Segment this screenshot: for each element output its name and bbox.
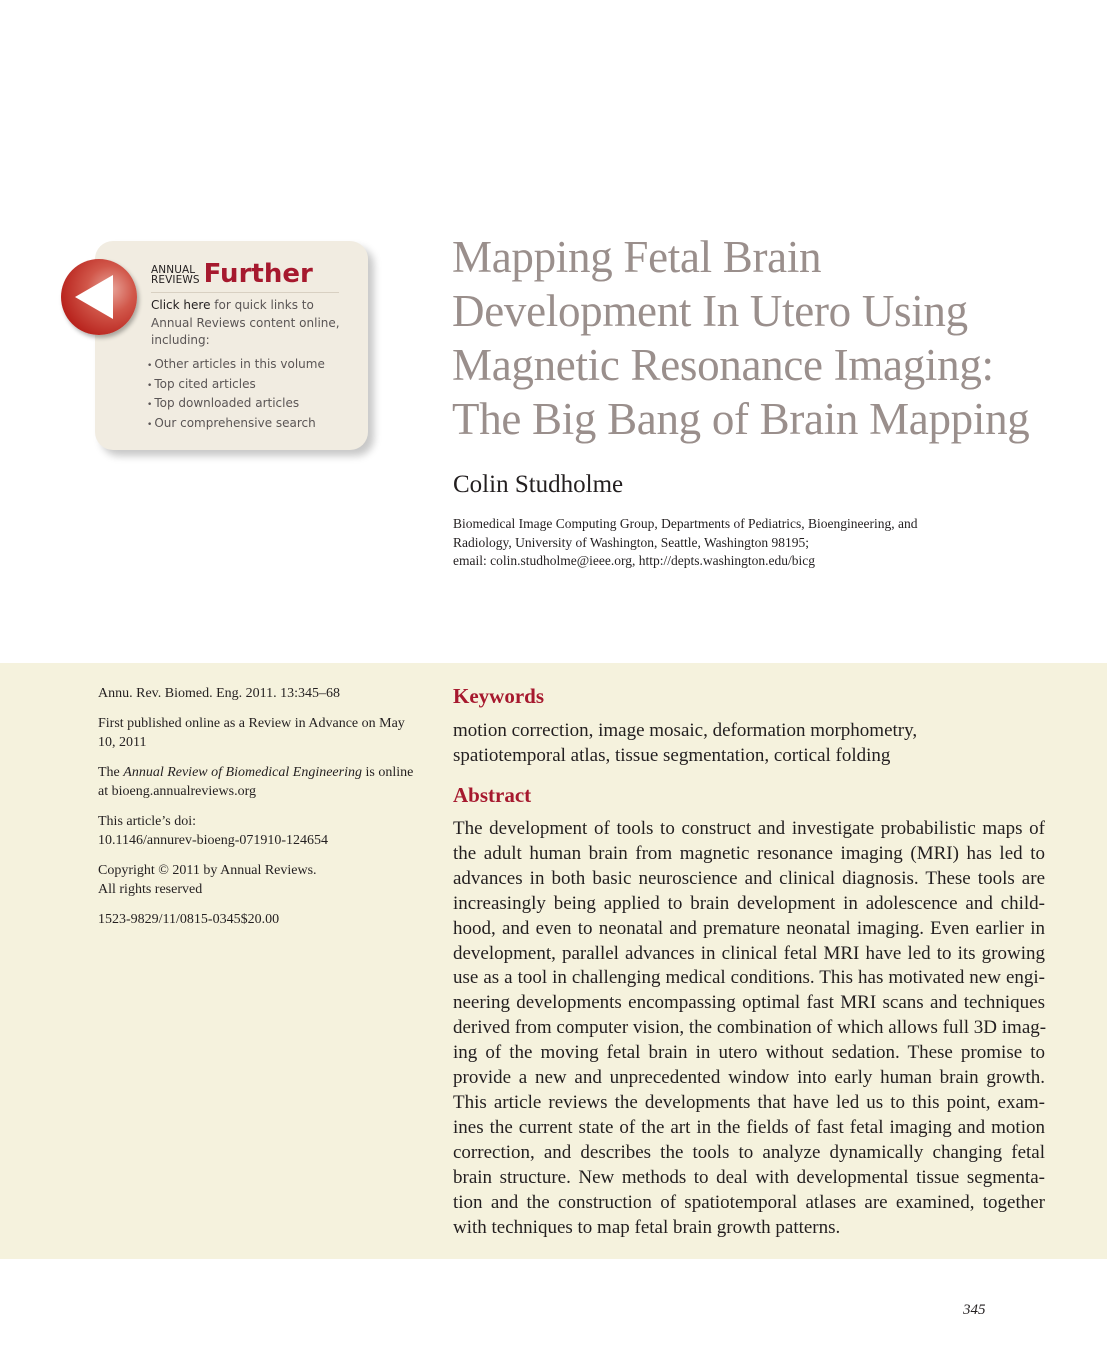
doi-block: [98, 812, 418, 850]
affiliation-line: Radiology, University of Washington, Seattle, Washington 98195;: [453, 534, 810, 550]
abstract-line: neering developments encompassing optimal fast MRI scans and techniques: [453, 992, 1045, 1014]
keywords-line: motion correction, image mosaic, deformation morphometry,: [453, 720, 918, 741]
abstract-line: tion and the construction of spatiotemporal atlases are examined, together: [453, 1191, 1045, 1213]
abstract-line: use as a tool in challenging medical conditions. This has motivated new engi-: [453, 967, 1045, 989]
journal-post: is online at bioeng.annualreviews.org: [98, 765, 414, 799]
issn: 1523-9829/11/0815-0345$20.00: [98, 912, 280, 927]
abstract-line: This article reviews the developments that have led us to this point, exam-: [453, 1091, 1045, 1113]
abstract-line: hood, and even to neonatal and premature neonatal imaging. Even earlier in: [453, 917, 1045, 939]
first-published: First published online as a Review in Advance on May 10, 2011: [98, 716, 405, 750]
keywords-list: [453, 718, 1053, 768]
abstract-text: [453, 817, 1045, 1240]
article-meta: [98, 684, 418, 940]
journal-pre: The: [98, 765, 124, 780]
brand-line-1: ANNUAL: [151, 264, 196, 276]
list-item[interactable]: • Other articles in this volume: [147, 356, 325, 376]
abstract-line: correction, and describes the tools to analyze dynamically changing fetal: [453, 1141, 1045, 1163]
abstract-line: the adult human brain from magnetic resonance imaging (MRI) has led to: [453, 842, 1045, 864]
divider: [151, 292, 339, 293]
page-number: 345: [963, 1302, 986, 1318]
further-heading: Further: [203, 259, 313, 289]
abstract-line: derived from computer vision, the combination of which allows full 3D imag-: [453, 1017, 1047, 1039]
article-title: [452, 230, 1092, 446]
list-item[interactable]: • Top cited articles: [147, 376, 325, 396]
journal-name: Annual Review of Biomedical Engineering: [123, 765, 362, 780]
author-affiliation: [453, 515, 1053, 571]
abstract-line: increasingly being applied to brain development in adolescence and child-: [453, 892, 1045, 914]
abstract-heading: Abstract: [453, 783, 532, 807]
abstract-line: brain structure. New methods to deal with developmental tissue segmenta-: [453, 1166, 1045, 1188]
play-back-arrow-icon[interactable]: [61, 259, 137, 335]
abstract-line: ines the current state of the art in the fields of fast fetal imaging and motion: [453, 1116, 1045, 1138]
doi-label: This article’s doi:: [98, 814, 196, 829]
abstract-line: advances in both basic neuroscience and clinical diagnosis. These tools are: [453, 867, 1045, 889]
abstract-line: with techniques to map fetal brain growth patterns.: [453, 1216, 841, 1238]
affiliation-line: Biomedical Image Computing Group, Departments of Pediatrics, Bioengineering, and: [453, 516, 918, 531]
list-item[interactable]: • Our comprehensive search: [147, 415, 325, 435]
abstract-line: provide a new and unprecedented window into early human brain growth.: [453, 1067, 1045, 1089]
copyright-line: Copyright © 2011 by Annual Reviews.: [98, 863, 317, 878]
affiliation-line: email: colin.studholme@ieee.org, http://depts.washington.edu/bicg: [453, 553, 815, 568]
title-line: Development In Utero Using: [452, 286, 968, 336]
copyright-line: All rights reserved: [98, 882, 203, 897]
click-here-link[interactable]: Click here: [151, 298, 211, 312]
further-link-list: [147, 356, 325, 434]
citation: Annu. Rev. Biomed. Eng. 2011. 13:345–68: [98, 686, 341, 701]
abstract-line: ing of the moving fetal brain in utero without sedation. These promise to: [453, 1042, 1045, 1064]
title-line: Mapping Fetal Brain: [452, 232, 822, 282]
abstract-line: development, parallel advances in clinical fetal MRI have led to its growing: [453, 942, 1045, 964]
journal-online: [98, 763, 418, 801]
copyright: [98, 861, 418, 899]
further-intro: [151, 297, 351, 350]
further-intro-text: for quick links to Annual Reviews content online, including:: [151, 298, 340, 347]
keywords-line: spatiotemporal atlas, tissue segmentation, cortical folding: [453, 745, 891, 766]
brand-line-2: REVIEWS: [151, 274, 200, 286]
further-header: [151, 261, 313, 287]
author-name: Colin Studholme: [453, 471, 624, 498]
list-item[interactable]: • Top downloaded articles: [147, 395, 325, 415]
annual-reviews-logo: [151, 265, 200, 287]
title-line: Magnetic Resonance Imaging:: [452, 340, 994, 390]
keywords-heading: Keywords: [453, 684, 544, 708]
doi-value[interactable]: 10.1146/annurev-bioeng-071910-124654: [98, 833, 329, 848]
title-line: The Big Bang of Brain Mapping: [452, 394, 1030, 444]
abstract-line: The development of tools to construct and investigate probabilistic maps of: [453, 818, 1045, 839]
